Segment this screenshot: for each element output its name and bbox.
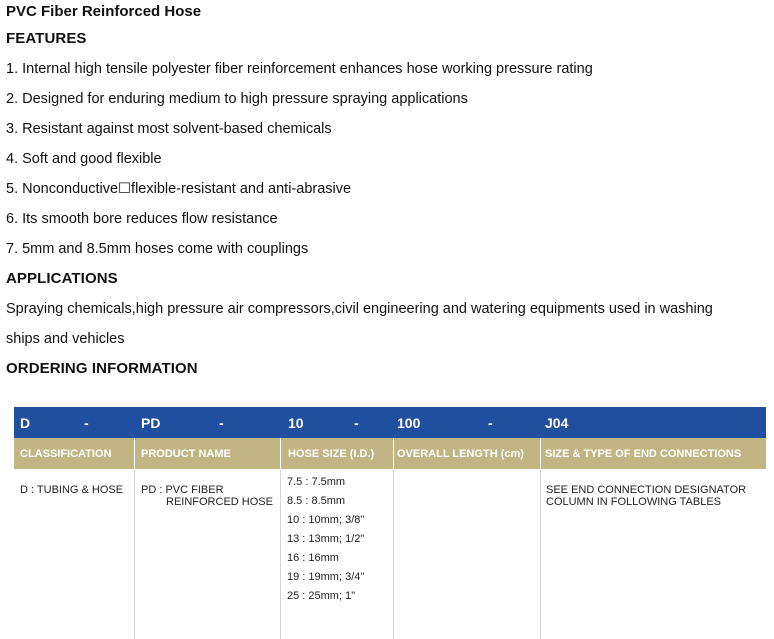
feature-item: 1. Internal high tensile polyester fiber reinforcement enhances hose working pressure rating — [6, 61, 593, 77]
end-connection-line: SEE END CONNECTION DESIGNATOR — [546, 484, 747, 496]
feature-item: 5. Nonconductive☐flexible-resistant and anti-abrasive — [6, 181, 352, 197]
column-header-product-name: PRODUCT NAME — [141, 448, 231, 460]
code-length: 100 — [397, 415, 421, 431]
feature-item: 2. Designed for enduring medium to high pressure spraying applications — [6, 91, 468, 107]
column-header-row — [14, 438, 766, 469]
hose-size-item: 13 : 13mm; 1/2" — [287, 533, 365, 545]
column-header-overall-length: OVERALL LENGTH (cm) — [397, 448, 524, 460]
feature-item: 6. Its smooth bore reduces flow resistance — [6, 211, 278, 227]
column-header-hose-size: HOSE SIZE (I.D.) — [288, 448, 375, 460]
hose-size-item: 7.5 : 7.5mm — [287, 476, 346, 488]
features-heading: FEATURES — [6, 30, 87, 47]
hose-size-item: 8.5 : 8.5mm — [287, 495, 346, 507]
applications-heading: APPLICATIONS — [6, 270, 118, 287]
product-name-line: PD : PVC FIBER — [141, 484, 224, 496]
header-divider — [393, 438, 394, 469]
column-header-end-connections: SIZE & TYPE OF END CONNECTIONS — [545, 448, 742, 460]
feature-item: 3. Resistant against most solvent-based chemicals — [6, 121, 332, 137]
hose-size-item: 25 : 25mm; 1" — [287, 590, 356, 602]
code-separator: - — [84, 415, 89, 431]
header-divider — [540, 438, 541, 469]
header-divider — [134, 438, 135, 469]
product-name-line: REINFORCED HOSE — [166, 496, 273, 508]
classification-value: D : TUBING & HOSE — [20, 484, 124, 496]
hose-size-item: 19 : 19mm; 3/4" — [287, 571, 365, 583]
code-separator: - — [488, 415, 493, 431]
applications-text-line: ships and vehicles — [6, 331, 125, 347]
code-separator: - — [354, 415, 359, 431]
column-header-classification: CLASSIFICATION — [20, 448, 112, 460]
code-classification: D — [20, 415, 31, 431]
feature-item: 7. 5mm and 8.5mm hoses come with couplings — [6, 241, 309, 257]
code-product: PD — [141, 415, 161, 431]
part-code-row — [14, 407, 766, 438]
hose-size-list — [287, 476, 364, 609]
applications-text-line: Spraying chemicals,high pressure air compressors,civil engineering and watering equipments used in washing — [6, 301, 713, 317]
end-connection-line: COLUMN IN FOLLOWING TABLES — [546, 496, 722, 508]
header-divider — [280, 438, 281, 469]
ordering-heading: ORDERING INFORMATION — [6, 360, 198, 377]
hose-size-item: 10 : 10mm; 3/8" — [287, 514, 365, 526]
page-title: PVC Fiber Reinforced Hose — [6, 3, 202, 20]
code-separator: - — [219, 415, 224, 431]
code-hose-size: 10 — [288, 415, 304, 431]
ordering-table — [14, 407, 766, 639]
hose-size-item: 16 : 16mm — [287, 552, 339, 564]
feature-item: 4. Soft and good flexible — [6, 151, 162, 167]
code-end-connection: J04 — [545, 415, 569, 431]
